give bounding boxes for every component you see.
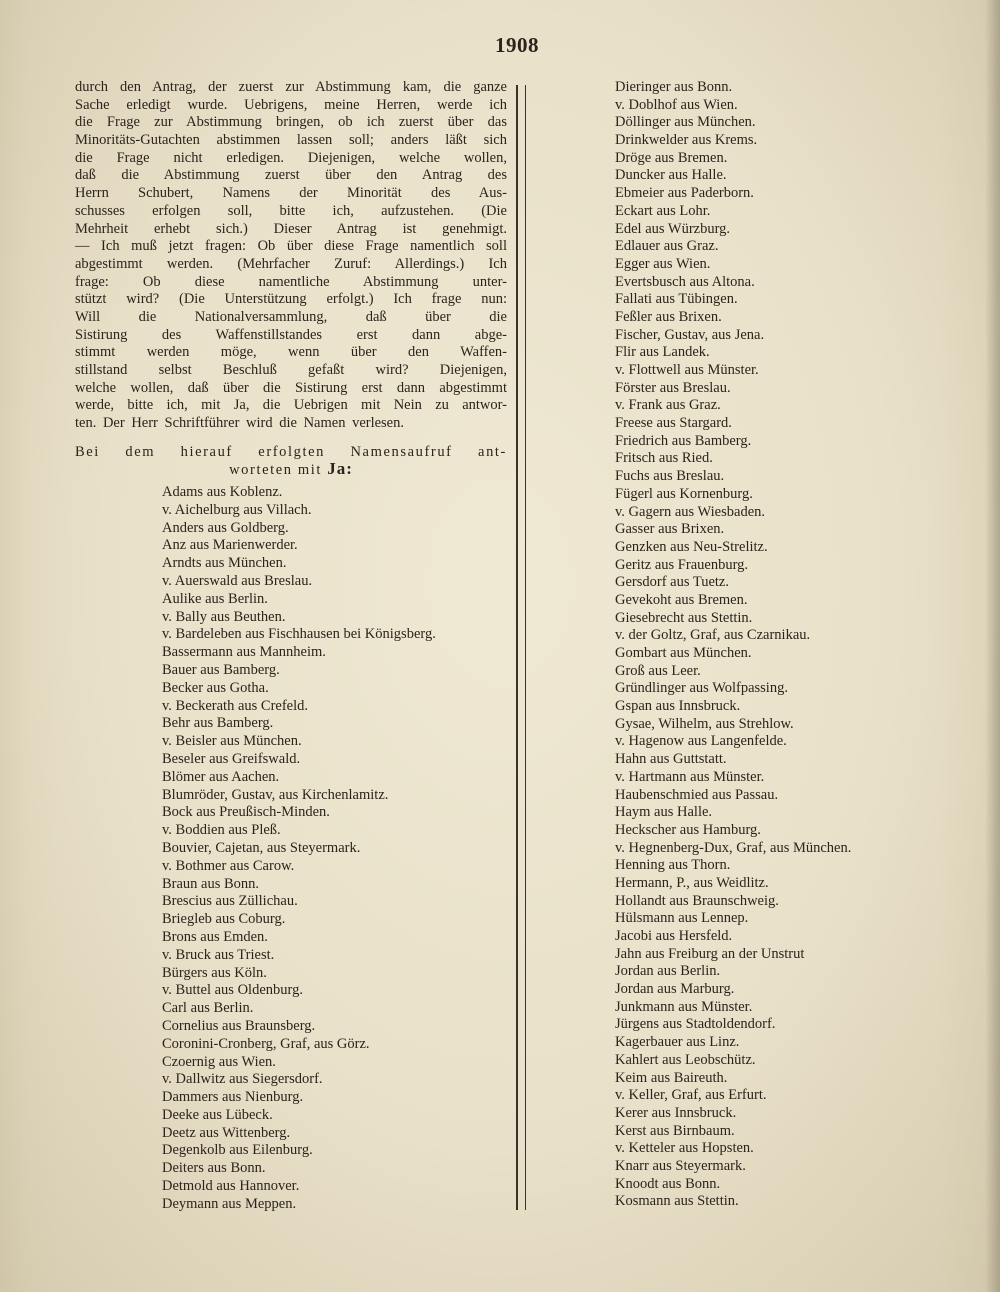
member-name: Bouvier, Cajetan, aus Steyermark. [162, 839, 361, 856]
member-name: Coronini-Cronberg, Graf, aus Görz. [162, 1035, 370, 1052]
column-divider-thick [516, 85, 518, 1210]
member-name: Jahn aus Freiburg an der Unstrut [615, 945, 805, 962]
member-name: Blumröder, Gustav, aus Kirchenlamitz. [162, 786, 389, 803]
member-name: v. Ketteler aus Hopsten. [615, 1140, 754, 1157]
member-name: v. Auerswald aus Breslau. [162, 572, 313, 589]
member-name: Fuchs aus Breslau. [615, 468, 725, 485]
member-name: Brons aus Emden. [162, 928, 268, 945]
member-name: v. Bally aus Beuthen. [162, 608, 286, 625]
member-name: Deeke aus Lübeck. [162, 1106, 273, 1123]
member-name: Ebmeier aus Paderborn. [615, 185, 754, 202]
member-name: v. Beckerath aus Crefeld. [162, 697, 309, 714]
paragraph-line: Sistirung des Waffenstillstandes erst dann abge- [75, 326, 507, 343]
member-name: Haym aus Halle. [615, 804, 713, 821]
member-name: Gründlinger aus Wolfpassing. [615, 680, 788, 697]
member-name: v. der Goltz, Graf, aus Czarnikau. [615, 627, 811, 644]
member-name: Flir aus Landek. [615, 344, 710, 361]
member-name: Evertsbusch aus Altona. [615, 273, 755, 290]
page-number: 1908 [495, 33, 539, 57]
member-name: v. Keller, Graf, aus Erfurt. [615, 1087, 767, 1104]
vote-heading-line-2 [75, 460, 507, 478]
member-name: Hahn aus Guttstatt. [615, 751, 727, 768]
member-name: Anz aus Marienwerder. [162, 537, 298, 554]
member-name: v. Bardeleben aus Fischhausen bei Königsberg. [162, 626, 436, 643]
paragraph-line: Minoritäts-Gutachten abstimmen lassen soll; anders läßt sich [75, 132, 507, 149]
member-name: Gombart aus München. [615, 645, 752, 661]
member-name: Kahlert aus Leobschütz. [615, 1051, 756, 1068]
member-name: Feßler aus Brixen. [615, 308, 722, 325]
member-name: Keim aus Baireuth. [615, 1069, 728, 1086]
member-name: Kosmann aus Stettin. [615, 1193, 739, 1210]
member-name: Gspan aus Innsbruck. [615, 698, 741, 715]
member-name: Friedrich aus Bamberg. [615, 432, 752, 449]
paragraph-line: stützt wird? (Die Unterstützung erfolgt.) Ich frage nun: [75, 291, 507, 308]
paragraph-line: die Frage zur Abstimmung bringen, ob ich zuerst über das [75, 114, 507, 131]
member-name: Bürgers aus Köln. [162, 964, 267, 981]
member-name: v. Hartmann aus Münster. [615, 768, 765, 785]
member-name: Kerer aus Innsbruck. [615, 1104, 737, 1121]
member-name: Egger aus Wien. [615, 255, 711, 272]
paragraph-line: schusses erfolgen soll, bitte ich, aufzustehen. (Die [75, 202, 507, 219]
paragraph-line: Sache erledigt wurde. Uebrigens, meine Herren, werde ich [75, 96, 507, 113]
member-name: Hollandt aus Braunschweig. [615, 892, 779, 909]
vote-heading-line-1: Bei dem hierauf erfolgten Namensaufruf ant- [75, 444, 507, 460]
member-name: Eckart aus Lohr. [615, 202, 711, 219]
member-name: Deiters aus Bonn. [162, 1160, 266, 1177]
member-name: Detmold aus Hannover. [162, 1178, 300, 1195]
member-name: Jordan aus Berlin. [615, 963, 721, 980]
member-name: v. Gagern aus Wiesbaden. [615, 503, 766, 520]
member-name: Fallati aus Tübingen. [615, 291, 738, 308]
paragraph-line: die Frage nicht erledigen. Diejenigen, welche wollen, [75, 149, 507, 166]
member-name: Genzken aus Neu-Strelitz. [615, 538, 768, 555]
member-name: Dieringer aus Bonn. [615, 79, 733, 95]
member-name: Haubenschmied aus Passau. [615, 786, 779, 803]
member-name: Bassermann aus Mannheim. [162, 644, 326, 661]
member-name: v. Flottwell aus Münster. [615, 362, 759, 378]
paragraph-line: werde, bitte ich, mit Ja, die Uebrigen mit Nein zu antwor- [75, 397, 507, 414]
paragraph-line: ten. Der Herr Schriftführer wird die Namen verlesen. [75, 415, 404, 432]
yes-votes-list-right [615, 79, 975, 1211]
member-name: Dröge aus Bremen. [615, 149, 728, 166]
member-name: Behr aus Bamberg. [162, 715, 274, 732]
member-name: Geritz aus Frauenburg. [615, 556, 749, 573]
member-name: Edlauer aus Graz. [615, 238, 719, 255]
member-name: Groß aus Leer. [615, 662, 701, 679]
vote-answer: Ja: [327, 459, 353, 478]
member-name: Adams aus Koblenz. [162, 484, 283, 500]
paragraph-line: abgestimmt werden. (Mehrfacher Zuruf: Allerdings.) Ich [75, 255, 507, 272]
member-name: Hülsmann aus Lennep. [615, 910, 749, 927]
paragraph-line: Herrn Schubert, Namens der Minorität des Aus- [75, 185, 507, 202]
member-name: Gasser aus Brixen. [615, 521, 725, 538]
member-name: v. Aichelburg aus Villach. [162, 501, 312, 518]
member-name: Briegleb aus Coburg. [162, 911, 286, 928]
paragraph-line: daß die Abstimmung zuerst über den Antrag des [75, 167, 507, 184]
member-name: Döllinger aus München. [615, 114, 756, 131]
member-name: v. Beisler aus München. [162, 733, 302, 750]
member-name: Drinkwelder aus Krems. [615, 132, 758, 149]
member-name: Knarr aus Steyermark. [615, 1157, 746, 1174]
member-name: v. Hagenow aus Langenfelde. [615, 733, 787, 750]
paragraph-line: — Ich muß jetzt fragen: Ob über diese Frage namentlich soll [75, 238, 507, 255]
member-name: v. Buttel aus Oldenburg. [162, 982, 303, 999]
column-divider-thin [525, 85, 526, 1210]
member-name: Arndts aus München. [162, 555, 287, 572]
member-name: Heckscher aus Hamburg. [615, 821, 761, 838]
member-name: v. Hegnenberg-Dux, Graf, aus München. [615, 839, 852, 856]
paragraph-line: durch den Antrag, der zuerst zur Abstimmung kam, die ganze [75, 79, 507, 95]
member-name: Fritsch aus Ried. [615, 450, 713, 467]
member-name: v. Boddien aus Pleß. [162, 822, 281, 839]
member-name: Hermann, P., aus Weidlitz. [615, 874, 769, 891]
member-name: Gysae, Wilhelm, aus Strehlow. [615, 715, 794, 732]
paragraph-line: stillstand selbst Beschluß gefaßt wird? Diejenigen, [75, 362, 507, 378]
paragraph-line: Mehrheit erhebt sich.) Dieser Antrag ist genehmigt. [75, 220, 507, 237]
paragraph-line: stimmt werden möge, wenn über den Waffen- [75, 344, 507, 361]
member-name: Dammers aus Nienburg. [162, 1089, 304, 1106]
member-name: Aulike aus Berlin. [162, 590, 268, 607]
member-name: Förster aus Breslau. [615, 379, 731, 396]
member-name: Knoodt aus Bonn. [615, 1175, 721, 1192]
member-name: v. Doblhof aus Wien. [615, 96, 738, 113]
paragraph-line: frage: Ob diese namentliche Abstimmung unter- [75, 273, 507, 290]
member-name: v. Frank aus Graz. [615, 397, 721, 414]
yes-votes-list-left [162, 484, 507, 1214]
member-name: Cornelius aus Braunsberg. [162, 1017, 316, 1034]
member-name: Henning aus Thorn. [615, 857, 731, 874]
vote-heading [75, 444, 507, 478]
member-name: Gevekoht aus Bremen. [615, 591, 748, 608]
member-name: Beseler aus Greifswald. [162, 750, 301, 767]
member-name: Edel aus Würzburg. [615, 220, 731, 237]
member-name: Becker aus Gotha. [162, 679, 269, 696]
member-name: Blömer aus Aachen. [162, 768, 280, 785]
motion-paragraph [75, 79, 507, 433]
member-name: Braun aus Bonn. [162, 875, 260, 892]
member-name: Brescius aus Züllichau. [162, 893, 298, 910]
member-name: Junkmann aus Münster. [615, 998, 753, 1015]
paragraph-line: welche wollen, daß über die Sistirung erst dann abgestimmt [75, 379, 507, 396]
member-name: Jacobi aus Hersfeld. [615, 928, 733, 944]
member-name: Freese aus Stargard. [615, 415, 732, 432]
member-name: Anders aus Goldberg. [162, 519, 289, 536]
vote-heading-prefix: worteten mit [229, 462, 322, 478]
member-name: v. Bruck aus Triest. [162, 946, 275, 963]
member-name: Kagerbauer aus Linz. [615, 1034, 740, 1051]
member-name: Duncker aus Halle. [615, 167, 727, 184]
member-name: Fügerl aus Kornenburg. [615, 485, 753, 502]
paragraph-line: Will die Nationalversammlung, daß über die [75, 308, 507, 325]
member-name: Degenkolb aus Eilenburg. [162, 1142, 313, 1159]
member-name: Carl aus Berlin. [162, 1000, 254, 1017]
member-name: Czoernig aus Wien. [162, 1053, 276, 1070]
member-name: Bock aus Preußisch-Minden. [162, 804, 330, 821]
member-name: Gersdorf aus Tuetz. [615, 574, 729, 591]
member-name: Deymann aus Meppen. [162, 1195, 297, 1212]
member-name: Kerst aus Birnbaum. [615, 1122, 735, 1139]
member-name: Giesebrecht aus Stettin. [615, 609, 753, 626]
member-name: Deetz aus Wittenberg. [162, 1124, 291, 1141]
member-name: Fischer, Gustav, aus Jena. [615, 326, 765, 343]
member-name: v. Dallwitz aus Siegersdorf. [162, 1071, 323, 1088]
member-name: Jordan aus Marburg. [615, 981, 735, 998]
member-name: Bauer aus Bamberg. [162, 661, 280, 678]
member-name: v. Bothmer aus Carow. [162, 857, 295, 874]
member-name: Jürgens aus Stadtoldendorf. [615, 1016, 776, 1033]
